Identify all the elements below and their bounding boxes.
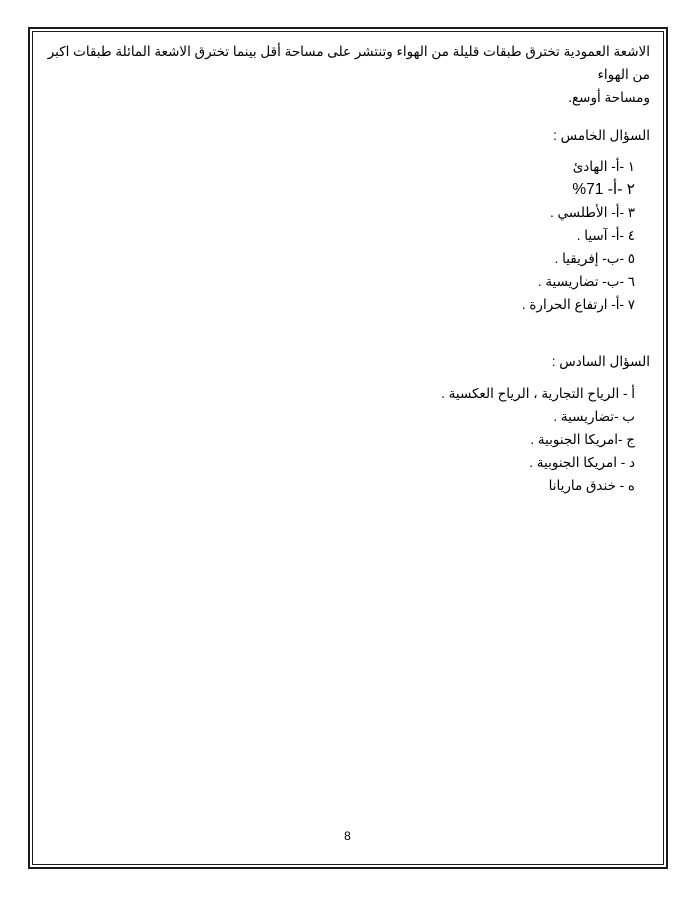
intro-paragraph (45, 40, 650, 109)
answer-item: أ - الرياح التجارية ، الرياح العكسية . (441, 386, 635, 401)
answer-item: ٣ -أ- الأطلسي . (550, 205, 635, 220)
question-6-answers (441, 382, 635, 497)
answer-item: ٦ -ب- تضاريسية . (537, 274, 635, 289)
answer-item: ٢ -أ- 71% (572, 181, 635, 198)
intro-line-2: ومساحة أوسع. (568, 90, 650, 105)
answer-item: ٤ -أ- آسيا . (576, 228, 635, 243)
question-6-title: السؤال السادس : (551, 354, 650, 369)
answer-item: ٧ -أ- ارتفاع الحرارة . (521, 297, 635, 312)
page-number: 8 (344, 829, 351, 843)
answer-item: د - امريكا الجنوبية . (529, 455, 635, 470)
answer-item: ١ -أ- الهادئ (572, 159, 635, 174)
answer-item: ج -امريكا الجنوبية . (530, 432, 635, 447)
intro-line-1: الاشعة العمودية تخترق طبقات قليلة من الهواء وتنتشر على مساحة أقل بينما تخترق الاشعة المائلة طبقات اكبر من الهواء (47, 44, 650, 82)
answer-item: ب -تضاريسية . (553, 409, 635, 424)
question-5-answers (522, 155, 635, 316)
page-content (45, 40, 650, 493)
question-5-title: السؤال الخامس : (553, 128, 650, 143)
answer-item: ٥ -ب- إفريقيا . (554, 251, 635, 266)
answer-item: ه - خندق ماريانا (548, 478, 635, 493)
